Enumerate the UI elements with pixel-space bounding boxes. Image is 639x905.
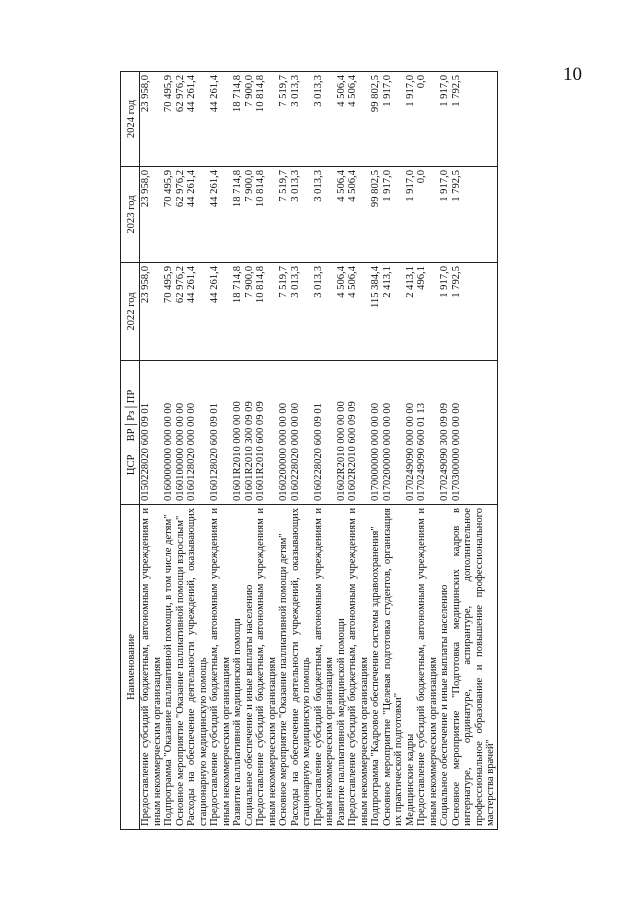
row-value-2022-line: 1 792,5 [450,266,462,298]
row-value-2022-line [428,266,440,357]
row-codes-line: 01601R2010 300 09 09 [243,401,255,501]
row-value-2024 [439,72,451,167]
row-codes-line: 0170200000 000 00 00 [381,403,393,501]
table-row [370,72,382,830]
row-value-2023-line: 1 792,5 [450,170,462,202]
row-name: Развитие паллиативной медицинской помощи [336,505,348,830]
row-value-2024-line: 7 519,7 [278,75,289,107]
header-2022: 2022 год [121,263,140,361]
row-value-2024-line [462,75,474,163]
row-codes-line [221,364,233,501]
row-value-2022-line [267,266,279,357]
header-codes: ЦСР ВР│Рз│ПР [121,361,140,505]
table-row [439,72,451,830]
rotated-table-wrapper [120,72,590,830]
table-row [255,72,278,830]
row-value-2024-line [359,75,371,163]
row-value-2022 [313,263,336,361]
row-value-2022 [175,263,187,361]
row-name: Предоставление субсидий бюджетным, автономным учреждениям и иным некоммерческим организациям [416,505,439,830]
row-name: Основное мероприятие "Целевая подготовка студентов, организация их практической подготовки" [382,505,405,830]
row-value-2022-line [359,266,371,357]
row-codes [290,361,313,505]
row-codes-line: 0170249090 300 09 09 [439,403,450,501]
header-name: Наименование [121,505,140,830]
header-rz: Рз [125,410,137,421]
row-value-2024 [451,72,498,167]
row-name: Социальное обеспечение и иные выплаты населению [244,505,256,830]
row-value-2023-line: 18 714,8 [232,170,243,208]
row-value-2023 [405,167,417,263]
row-codes-line: 0170000000 000 00 00 [370,403,381,501]
row-value-2024-line: 4 506,4 [347,75,358,107]
row-value-2022-line: 2 413,1 [404,266,416,298]
row-value-2024 [313,72,336,167]
row-codes-line: 0160228020 600 09 01 [312,403,324,501]
table-row [336,72,348,830]
row-value-2022-line: 1 917,0 [439,266,450,298]
row-value-2022 [244,263,256,361]
row-codes-line: 01602R2010 000 00 00 [335,401,347,501]
row-codes-line [359,364,371,501]
table-row [232,72,244,830]
row-codes [278,361,290,505]
header-pr: ПР [125,389,137,404]
row-value-2023-line [474,170,486,259]
row-value-2023-line: 4 506,4 [347,170,358,202]
row-value-2023-line [462,170,474,259]
row-value-2022-line [474,266,486,357]
row-value-2023-line: 7 519,7 [278,170,289,202]
row-value-2023-line: 23 958,0 [140,170,151,208]
table-row [451,72,498,830]
row-value-2022-line: 10 814,8 [255,266,266,304]
row-value-2023-line [221,170,233,259]
row-name: Расходы на обеспечение деятельности учреждений, оказывающих стационарную медицинскую помощь [290,505,313,830]
row-value-2024 [232,72,244,167]
table-row [209,72,232,830]
row-name: Предоставление субсидий бюджетным, автономным учреждениям и иным некоммерческим организациям [255,505,278,830]
row-value-2024 [370,72,382,167]
row-codes-line: 01602R2010 600 09 09 [347,401,358,501]
row-codes-line [301,364,313,501]
table-row [163,72,175,830]
row-value-2024 [163,72,175,167]
row-codes [163,361,175,505]
row-value-2024-line: 1 917,0 [381,75,393,107]
row-value-2023-line [428,170,440,259]
row-value-2024-line [198,75,210,163]
header-csr: ЦСР [125,454,137,476]
row-value-2023-line: 70 495,9 [163,170,174,208]
row-codes [416,361,439,505]
row-codes-line [428,364,440,501]
row-value-2024 [175,72,187,167]
row-value-2022-line: 4 506,4 [335,266,347,298]
row-value-2022-line [198,266,210,357]
row-codes-line: 0160128020 000 00 00 [186,403,197,501]
row-value-2022-line: 3 013,3 [289,266,301,298]
row-codes [232,361,244,505]
row-name: Предоставление субсидий бюджетным, автономным учреждениям и иным некоммерческим организациям [209,505,232,830]
table-row [175,72,187,830]
row-codes-line: 0170300000 000 00 00 [450,403,462,501]
rotated-table-inner [120,72,590,830]
row-value-2022-line: 7 900,0 [243,266,255,298]
table-row [186,72,209,830]
row-value-2022 [186,263,209,361]
row-value-2023 [186,167,209,263]
row-value-2023-line: 1 917,0 [439,170,450,202]
table-row [416,72,439,830]
row-value-2024 [382,72,405,167]
row-value-2022-line [462,266,474,357]
row-codes-line: 01601R2010 600 09 09 [255,401,266,501]
row-value-2023-line: 0,0 [416,170,427,184]
row-value-2024-line: 44 261,4 [209,75,220,113]
row-value-2023-line: 99 802,5 [370,170,381,208]
row-name: Основное мероприятие "Подготовка медицинских кадров в интернатуре, ординатуре, аспирантуре, дополнительное профессиональное образование и повышение профессионального мастерства врачей" [451,505,498,830]
row-value-2022-line: 496,1 [416,266,427,290]
row-value-2022-line: 44 261,4 [209,266,220,304]
row-value-2024 [209,72,232,167]
row-value-2024 [244,72,256,167]
row-value-2022-line [324,266,336,357]
table-row [347,72,370,830]
row-value-2023-line [301,170,313,259]
row-value-2024 [278,72,290,167]
row-codes [336,361,348,505]
row-value-2022-line: 3 013,3 [312,266,324,298]
row-value-2024-line [267,75,279,163]
row-value-2024 [416,72,439,167]
row-value-2023 [140,167,164,263]
row-value-2023 [290,167,313,263]
row-value-2024-line: 23 958,0 [140,75,151,113]
row-codes-line: 0160128020 600 09 01 [209,403,220,501]
row-value-2024 [255,72,278,167]
row-name: Развитие паллиативной медицинской помощи [232,505,244,830]
row-value-2024-line: 0,0 [416,75,427,89]
row-value-2022 [290,263,313,361]
row-value-2023-line: 10 814,8 [255,170,266,208]
row-value-2022 [405,263,417,361]
row-value-2023-line: 1 917,0 [404,170,416,202]
row-value-2024-line: 4 506,4 [335,75,347,107]
row-name: Расходы на обеспечение деятельности учреждений, оказывающих стационарную медицинскую помощь [186,505,209,830]
row-value-2023 [336,167,348,263]
row-codes-line [198,364,210,501]
row-value-2023-line: 62 976,2 [174,170,186,208]
row-value-2022 [255,263,278,361]
row-name: Подпрограмма "Оказание паллиативной помощи, в том числе детям" [163,505,175,830]
row-value-2023 [175,167,187,263]
row-value-2023 [416,167,439,263]
row-value-2022-line: 18 714,8 [232,266,243,304]
row-codes [405,361,417,505]
row-codes-line: 0160100000 000 00 00 [174,403,186,501]
row-value-2022 [163,263,175,361]
row-value-2023-line: 44 261,4 [209,170,220,208]
table-row [278,72,290,830]
row-value-2022-line: 4 506,4 [347,266,358,298]
row-value-2023 [232,167,244,263]
row-value-2024-line: 99 802,5 [370,75,381,113]
row-value-2022-line [393,266,405,357]
row-value-2023 [370,167,382,263]
row-name: Подпрограмма "Кадровое обеспечение системы здравоохранения" [370,505,382,830]
row-name: Основное мероприятие "Оказание паллиативной помощи взрослым" [175,505,187,830]
row-value-2023 [347,167,370,263]
row-value-2022-line [301,266,313,357]
row-codes [313,361,336,505]
row-value-2023 [278,167,290,263]
row-name: Предоставление субсидий бюджетным, автономным учреждениям и иным некоммерческим организациям [347,505,370,830]
row-value-2024 [347,72,370,167]
row-value-2023-line: 3 013,3 [312,170,324,202]
row-codes [451,361,498,505]
row-value-2023-line: 44 261,4 [186,170,197,208]
row-value-2022-line [152,266,164,357]
row-value-2024-line: 62 976,2 [174,75,186,113]
row-codes-line: 01601R2010 000 00 00 [232,401,243,501]
row-codes [186,361,209,505]
row-value-2024 [336,72,348,167]
row-value-2024-line [324,75,336,163]
row-value-2022-line: 62 976,2 [174,266,186,304]
row-name: Медицинские кадры [405,505,417,830]
header-2024: 2024 год [121,72,140,167]
row-codes [382,361,405,505]
row-value-2022 [416,263,439,361]
budget-table [120,71,498,830]
header-vr: ВР [125,428,137,442]
row-value-2022 [336,263,348,361]
row-value-2023-line [152,170,164,259]
row-codes-line [267,364,279,501]
row-value-2024-line: 3 013,3 [312,75,324,107]
table-row [244,72,256,830]
table-row [140,72,164,830]
row-value-2022-line: 70 495,9 [163,266,174,304]
row-codes [255,361,278,505]
row-codes [347,361,370,505]
row-value-2023-line: 7 900,0 [243,170,255,202]
table-header-row [121,72,140,830]
row-value-2023-line [393,170,405,259]
header-2023: 2023 год [121,167,140,263]
row-name: Предоставление субсидий бюджетным, автономным учреждениям и иным некоммерческим организациям [313,505,336,830]
row-value-2022-line: 23 958,0 [140,266,151,304]
row-value-2024-line: 70 495,9 [163,75,174,113]
row-codes-line [152,364,164,501]
row-value-2024 [405,72,417,167]
row-codes-line: 0170249090 000 00 00 [404,403,416,501]
row-codes-line: 0160200000 000 00 00 [278,403,289,501]
row-value-2024-line: 10 814,8 [255,75,266,113]
row-codes [209,361,232,505]
row-value-2023-line: 4 506,4 [335,170,347,202]
row-value-2024 [186,72,209,167]
row-value-2024-line [474,75,486,163]
row-value-2022-line: 7 519,7 [278,266,289,298]
table-row [405,72,417,830]
row-value-2024-line [393,75,405,163]
row-value-2022 [278,263,290,361]
row-codes-line [474,364,486,501]
table-row [313,72,336,830]
row-value-2022 [439,263,451,361]
row-value-2024-line: 18 714,8 [232,75,243,113]
row-value-2022-line [221,266,233,357]
row-value-2023-line: 1 917,0 [381,170,393,202]
row-codes-line: 0170249090 600 01 13 [416,403,427,501]
row-codes-line: 0160228020 000 00 00 [289,403,301,501]
row-name: Социальное обеспечение и иные выплаты населению [439,505,451,830]
row-value-2023-line [324,170,336,259]
row-value-2022 [232,263,244,361]
row-value-2023 [313,167,336,263]
row-codes [175,361,187,505]
row-value-2023 [382,167,405,263]
row-value-2022 [209,263,232,361]
row-value-2022 [347,263,370,361]
row-value-2022 [451,263,498,361]
row-name: Предоставление субсидий бюджетным, автономным учреждениям и иным некоммерческим организациям [140,505,164,830]
row-value-2023-line: 3 013,3 [289,170,301,202]
row-codes [244,361,256,505]
row-codes-line: 0160000000 000 00 00 [163,403,174,501]
row-codes-line: 0150228020 600 09 01 [140,403,151,501]
row-value-2023-line [359,170,371,259]
row-value-2024 [140,72,164,167]
row-value-2023 [209,167,232,263]
row-value-2024-line [428,75,440,163]
row-value-2022 [140,263,164,361]
row-value-2024-line: 1 792,5 [450,75,462,107]
row-value-2023-line [267,170,279,259]
row-codes-line [324,364,336,501]
row-value-2024-line [301,75,313,163]
row-value-2023 [255,167,278,263]
row-value-2024-line: 1 917,0 [439,75,450,107]
row-value-2023 [163,167,175,263]
table-row [382,72,405,830]
row-value-2023 [244,167,256,263]
row-value-2023-line [198,170,210,259]
row-value-2022 [382,263,405,361]
row-value-2023 [439,167,451,263]
row-codes [439,361,451,505]
row-value-2023 [451,167,498,263]
row-value-2022-line: 44 261,4 [186,266,197,304]
row-name: Основное мероприятие "Оказание паллиативной помощи детям" [278,505,290,830]
row-value-2024 [290,72,313,167]
row-value-2022 [370,263,382,361]
row-codes-line [393,364,405,501]
row-value-2024-line [152,75,164,163]
row-value-2024-line: 7 900,0 [243,75,255,107]
row-codes [140,361,164,505]
row-value-2022-line: 115 384,4 [370,266,381,308]
row-codes-line [462,364,474,501]
table-row [290,72,313,830]
page-number: 10 [563,64,582,85]
row-value-2024-line: 44 261,4 [186,75,197,113]
row-value-2024-line [221,75,233,163]
table-body [140,72,498,830]
row-codes [370,361,382,505]
row-value-2022-line: 2 413,1 [381,266,393,298]
row-value-2024-line: 3 013,3 [289,75,301,107]
row-value-2024-line: 1 917,0 [404,75,416,107]
